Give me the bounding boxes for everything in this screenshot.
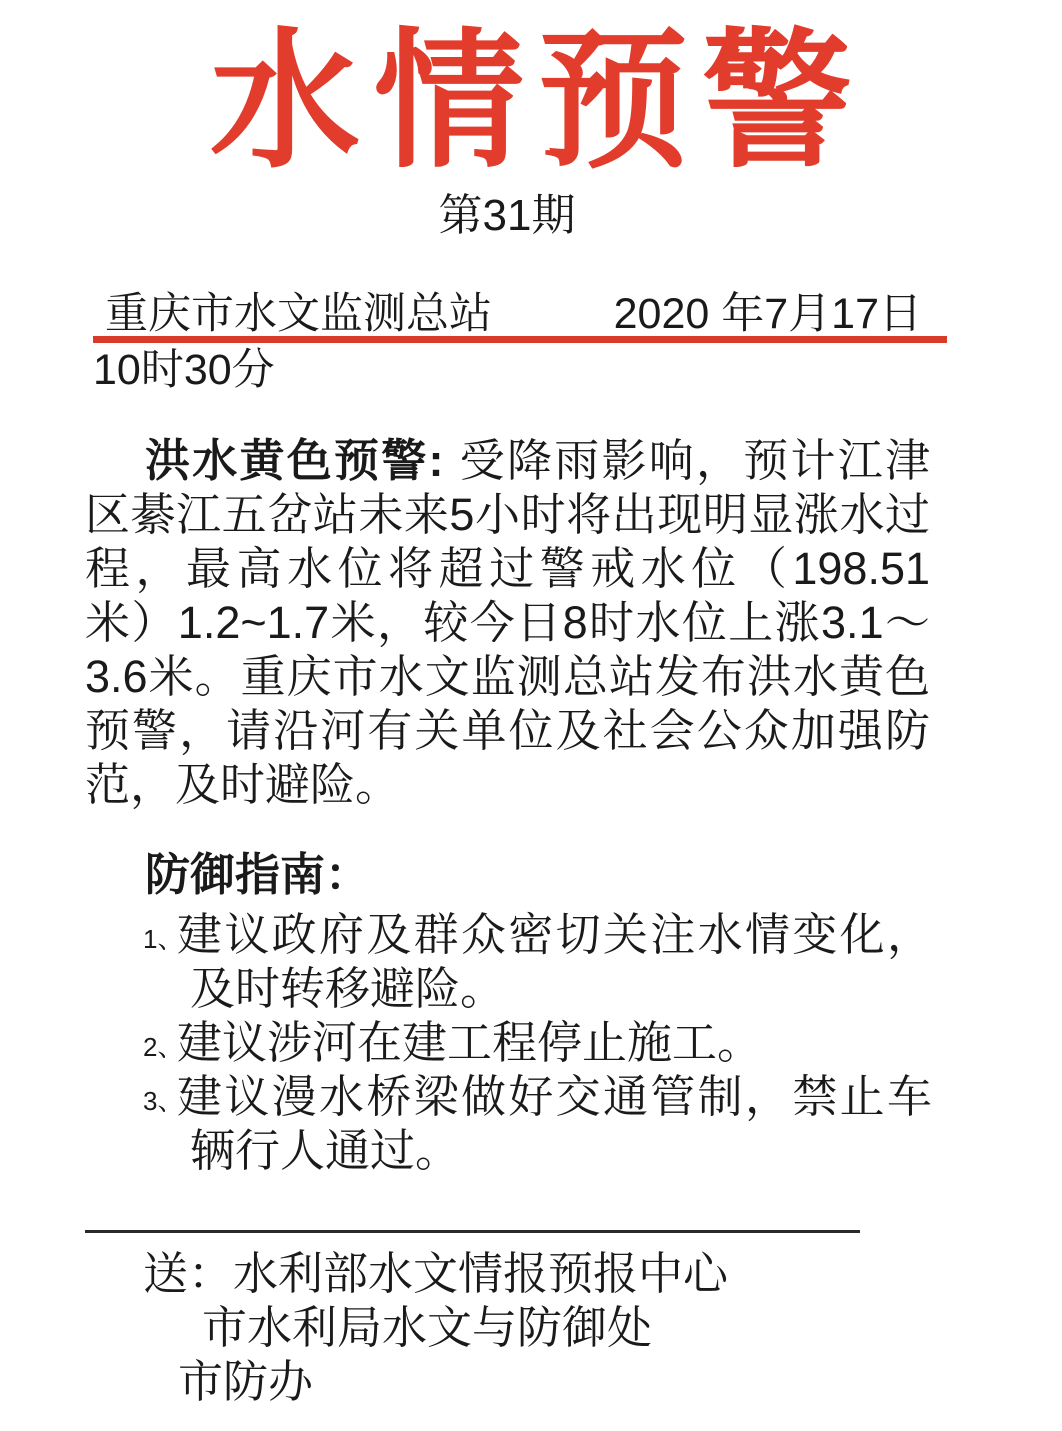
distribution-line: 市防办 — [178, 1356, 314, 1407]
guide-item-text: 建议漫水桥梁做好交通管制，禁止车辆行人通过。 — [177, 1071, 932, 1176]
guide-item-number: 3、 — [143, 1086, 184, 1116]
guide-item — [85, 908, 932, 1016]
defense-guide-section — [85, 849, 932, 1178]
distribution-section — [0, 1247, 1062, 1409]
guide-item — [85, 1016, 932, 1070]
guide-item — [85, 1070, 932, 1178]
distribution-line: 市水利局水文与防御处 — [202, 1302, 653, 1353]
warning-paragraph — [85, 434, 930, 812]
distribution-line: 送：水利部水文情报预报中心 — [143, 1248, 729, 1299]
defense-guide-list — [85, 908, 932, 1178]
guide-item-text: 建议涉河在建工程停止施工。 — [177, 1017, 763, 1068]
guide-item-number: 2、 — [143, 1032, 184, 1062]
distribution-divider-line — [85, 1230, 860, 1233]
issuing-organization: 重庆市水文监测总站 — [105, 290, 492, 338]
guide-item-text: 建议政府及群众密切关注水情变化，及时转移避险。 — [177, 909, 932, 1014]
guide-item-number: 1、 — [143, 924, 184, 954]
bulletin-title: 水情预警 — [209, 17, 866, 185]
warning-body-text: 受降雨影响，预计江津区綦江五岔站未来5小时将出现明显涨水过程，最高水位将超过警戒水位（198.51 米）1.2~1.7米，较今日8时水位上涨3.1～3.6米。重庆市水文监测总站发布洪水黄色预警，请沿河有关单位及社会公众加强防范，及时避险。 — [85, 435, 930, 810]
issue-date: 2020 年7月17日 — [613, 290, 922, 338]
issue-number: 第31期 — [438, 191, 576, 240]
issue-time: 10时30分 — [93, 346, 275, 394]
masthead — [93, 292, 947, 343]
defense-guide-title: 防御指南： — [145, 849, 371, 900]
warning-level-label: 洪水黄色预警: — [145, 435, 444, 486]
